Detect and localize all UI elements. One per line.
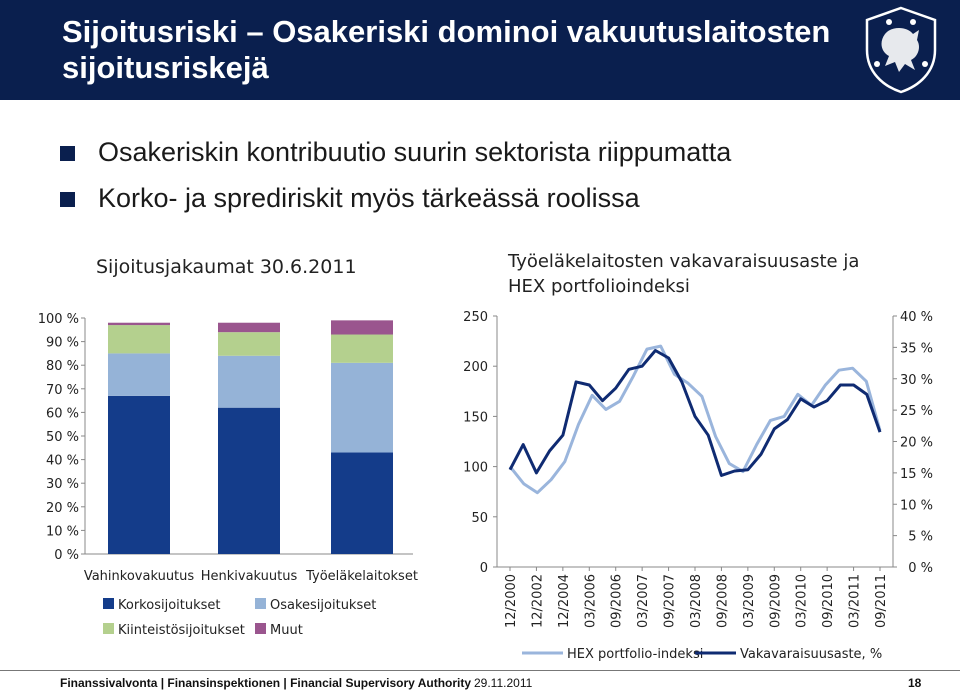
bar-segment <box>331 335 393 363</box>
line-left-tick-label: 50 <box>471 510 488 526</box>
footer <box>0 670 960 696</box>
bar-legend-swatch <box>255 623 266 634</box>
bar-y-tick-label: 10 % <box>45 524 79 540</box>
line-right-tick-label: 40 % <box>899 310 933 325</box>
bar-category-label: Vahinkovakuutus <box>83 569 195 584</box>
line-x-tick-label: 12/2002 <box>530 573 546 628</box>
line-right-tick-label: 0 % <box>908 561 933 576</box>
line-x-tick-label: 09/2011 <box>874 573 889 628</box>
line-x-tick-label: 09/2007 <box>662 573 678 628</box>
line-right-tick-label: 30 % <box>899 372 933 388</box>
bar-segment <box>218 332 280 356</box>
bar-segment <box>108 396 170 554</box>
line-x-tick-label: 09/2006 <box>609 573 625 628</box>
bar-legend-label: Osakesijoitukset <box>270 598 377 613</box>
bar-legend-label: Kiinteistösijoitukset <box>118 623 245 638</box>
slide-title: Sijoitusriski – Osakeriski dominoi vakuutuslaitosten sijoitusriskejä <box>62 14 831 85</box>
line-chart-title-line1: Työeläkelaitosten vakavaraisuusaste ja <box>508 251 860 272</box>
line-right-tick-label: 10 % <box>899 498 933 514</box>
line-x-tick-label: 03/2010 <box>794 573 810 628</box>
line-x-tick-label: 03/2007 <box>636 573 652 628</box>
bar-legend-swatch <box>255 598 266 609</box>
solvency-legend-label: Vakavaraisuusaste, % <box>740 647 883 662</box>
line-x-tick-label: 12/2004 <box>556 573 572 628</box>
line-x-tick-label: 09/2010 <box>821 573 837 628</box>
bar-y-tick-label: 40 % <box>45 453 79 469</box>
bar-legend-swatch <box>103 598 114 609</box>
bar-y-tick-label: 80 % <box>45 359 79 375</box>
line-chart-title-line2: HEX portfolioindeksi <box>508 276 690 297</box>
bar-segment <box>218 408 280 554</box>
bar-y-tick-label: 0 % <box>54 548 79 563</box>
bar-segment <box>108 325 170 353</box>
bullet-text: Osakeriskin kontribuutio suurin sektorista riippumatta <box>98 137 732 167</box>
line-right-tick-label: 35 % <box>899 341 933 357</box>
bar-y-tick-label: 70 % <box>45 382 79 398</box>
page-number: 18 <box>908 676 922 690</box>
bar-y-tick-label: 30 % <box>45 477 79 493</box>
line-x-tick-label: 03/2009 <box>741 573 757 628</box>
footer-org: Finanssivalvonta | Finansinspektionen | Financial Supervisory Authority <box>60 676 472 690</box>
line-left-tick-label: 100 <box>463 460 488 476</box>
line-right-tick-label: 25 % <box>899 404 933 420</box>
footer-date: 29.11.2011 <box>474 676 533 690</box>
bar-y-tick-label: 50 % <box>45 430 79 445</box>
bar-segment <box>108 323 170 325</box>
bar-legend-label: Muut <box>270 623 303 638</box>
line-x-tick-label: 09/2008 <box>715 573 731 628</box>
line-x-tick-label: 03/2008 <box>689 573 704 628</box>
line-right-tick-label: 5 % <box>908 529 933 545</box>
bar-category-label: Työeläkelaitokset <box>306 569 418 584</box>
bar-y-tick-label: 90 % <box>45 335 79 351</box>
line-left-tick-label: 0 <box>479 561 488 576</box>
bar-chart-title: Sijoitusjakaumat 30.6.2011 <box>96 256 357 278</box>
bar-segment <box>331 453 393 554</box>
bar-y-tick-label: 100 % <box>37 312 79 327</box>
line-left-tick-label: 150 <box>463 410 488 426</box>
bar-segment <box>331 320 393 334</box>
line-x-tick-label: 03/2011 <box>847 573 863 628</box>
bar-y-tick-label: 60 % <box>45 406 79 422</box>
bar-legend-label: Korkosijoitukset <box>118 598 221 613</box>
bullet-text: Korko- ja sprediriskit myös tärkeässä roolissa <box>98 183 640 213</box>
bar-segment <box>108 353 170 395</box>
bar-segment <box>331 363 393 453</box>
bar-category-label: Henkivakuutus <box>200 569 298 584</box>
line-right-tick-label: 15 % <box>899 466 933 482</box>
line-x-tick-label: 12/2000 <box>504 573 519 628</box>
line-left-tick-label: 200 <box>463 360 488 376</box>
bar-y-tick-label: 20 % <box>45 500 79 516</box>
line-x-tick-label: 09/2009 <box>768 573 784 628</box>
bar-segment <box>218 356 280 408</box>
hex-legend-label: HEX portfolio-indeksi <box>567 647 704 662</box>
line-x-tick-label: 03/2006 <box>583 573 599 628</box>
bar-segment <box>218 323 280 332</box>
line-left-tick-label: 250 <box>463 310 488 325</box>
line-right-tick-label: 20 % <box>899 435 933 451</box>
bar-legend-swatch <box>103 623 114 634</box>
